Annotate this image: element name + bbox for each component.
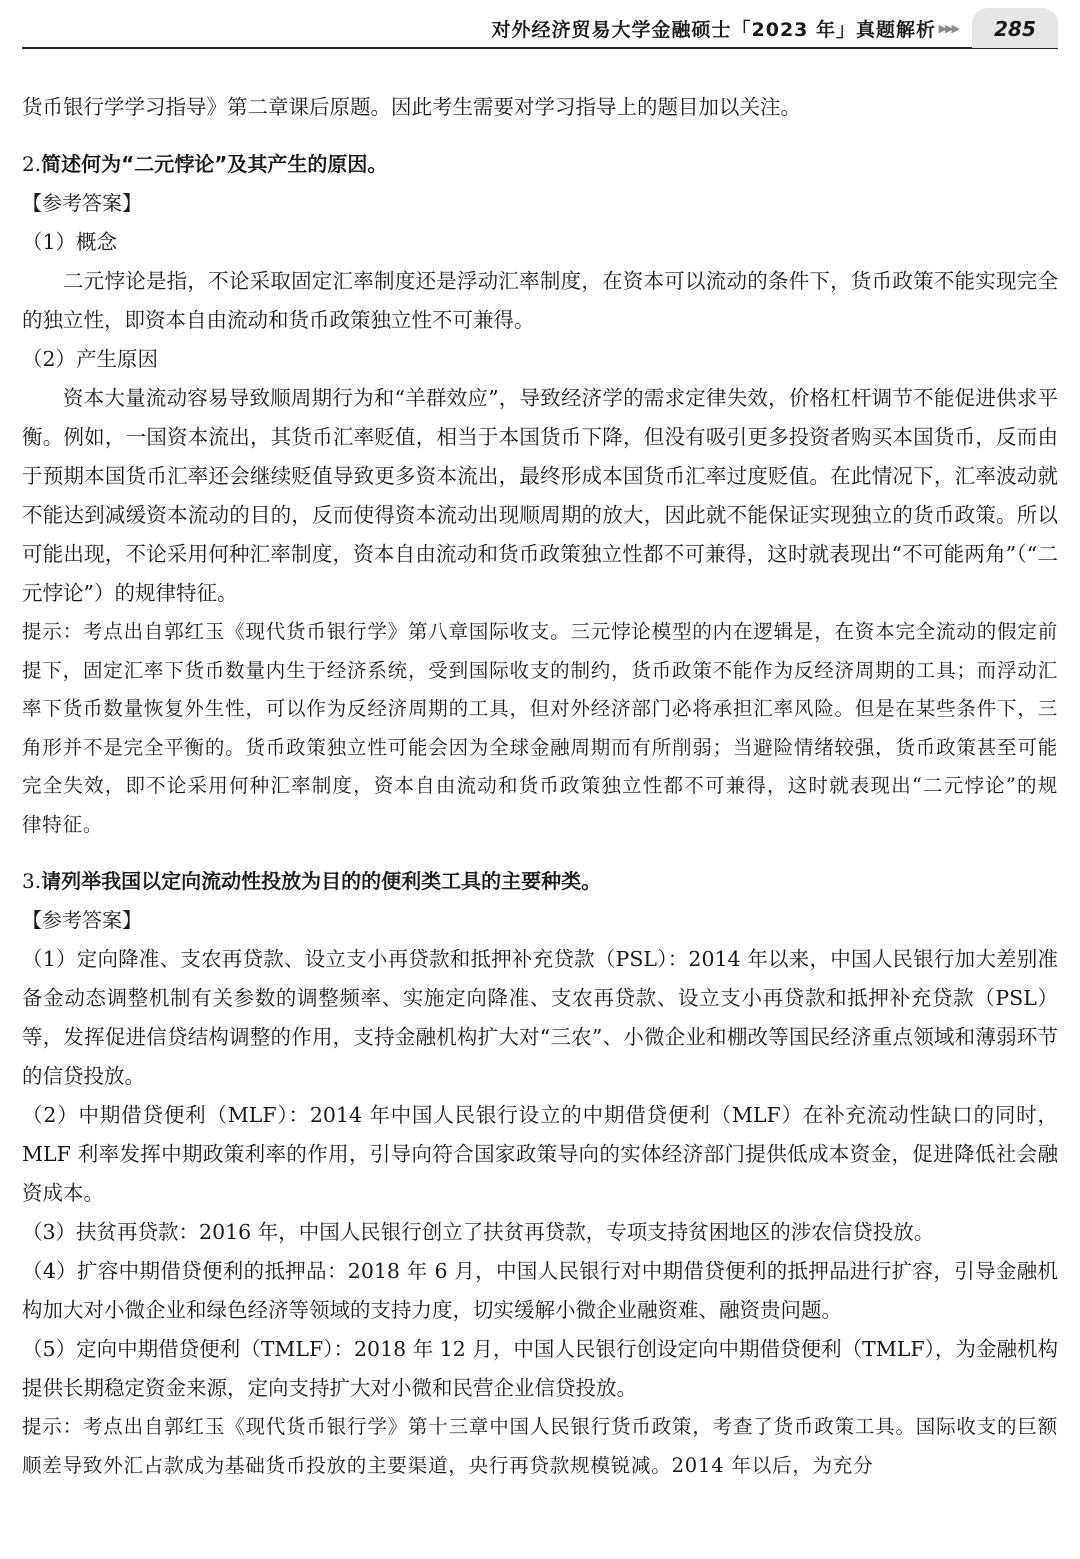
paragraph: 资本大量流动容易导致顺周期行为和“羊群效应”，导致经济学的需求定律失效，价格杠杆调节不能促进供求平衡。例如，一国资本流出，其货币汇率贬值，相当于本国货币下降，但没有吸引更多投资者购买本国货币，反而由于预期本国货币汇率还会继续贬值导致更多资本流出，最终形成本国货币汇率过度贬值。在此情况下，汇率波动就不能达到减缓资本流动的目的，反而使得资本流动出现顺周期的放大，因此就不能保证实现独立的货币政策。所以可能出现，不论采用何种汇率制度，资本自由流动和货币政策独立性都不可兼得，这时就表现出“不可能两角”（“二元悖论”）的规律特征。 bbox=[22, 386, 1058, 605]
list-item: （1）定向降准、支农再贷款、设立支小再贷款和抵押补充贷款（PSL）：2014 年以来，中国人民银行加大差别准备金动态调整机制有关参数的调整频率、实施定向降准、支农再贷款、设立支小再贷款和抵押补充贷款（PSL）等，发挥促进信贷结构调整的作用，支持金融机构扩大对“三农”、小微企业和棚改等国民经济重点领域和薄弱环节的信贷投放。 bbox=[22, 947, 1058, 1088]
page-number: 285 bbox=[972, 8, 1058, 48]
page-content bbox=[22, 88, 1058, 1485]
tip-text: 提示：考点出自郭红玉《现代货币银行学》第八章国际收支。三元悖论模型的内在逻辑是，在资本完全流动的假定前提下，固定汇率下货币数量内生于经济系统，受到国际收支的制约，货币政策不能作为反经济周期的工具；而浮动汇率下货币数量恢复外生性，可以作为反经济周期的工具，但对外经济部门必将承担汇率风险。但是在某些条件下，三角形并不是完全平衡的。货币政策独立性可能会因为全球金融周期而有所削弱；当避险情绪较强，货币政策甚至可能完全失效，即不论采用何种汇率制度，资本自由流动和货币政策独立性都不可兼得，这时就表现出“二元悖论”的规律特征。 bbox=[22, 620, 1058, 836]
question-3-text: 请列举我国以定向流动性投放为目的的便利类工具的主要种类。 bbox=[41, 869, 602, 893]
list-item: （3）扶贫再贷款：2016 年，中国人民银行创立了扶贫再贷款，专项支持贫困地区的涉农信贷投放。 bbox=[22, 1220, 935, 1244]
answer-label: 【参考答案】 bbox=[22, 908, 142, 932]
section-heading: （1）概念 bbox=[22, 230, 118, 254]
list-item: （4）扩容中期借贷便利的抵押品：2018 年 6 月，中国人民银行对中期借贷便利的抵押品进行扩容，引导金融机构加大对小微企业和绿色经济等领域的支持力度，切实缓解小微企业融资难、融资贵问题。 bbox=[22, 1259, 1058, 1322]
page-header bbox=[22, 0, 1058, 49]
question-2-text: 简述何为“二元悖论”及其产生的原因。 bbox=[41, 152, 388, 176]
tip-text: 提示：考点出自郭红玉《现代货币银行学》第十三章中国人民银行货币政策，考查了货币政策工具。国际收支的巨额顺差导致外汇占款成为基础货币投放的主要渠道，央行再贷款规模锐减。2014 年以后，为充分 bbox=[22, 1415, 1058, 1477]
list-item: （2）中期借贷便利（MLF）：2014 年中国人民银行设立的中期借贷便利（MLF）在补充流动性缺口的同时，MLF 利率发挥中期政策利率的作用，引导向符合国家政策导向的实体经济部门提供低成本资金，促进降低社会融资成本。 bbox=[22, 1103, 1058, 1205]
arrow-icon: ▶▶▶ bbox=[938, 22, 958, 35]
list-item: （5）定向中期借贷便利（TMLF）：2018 年 12 月，中国人民银行创设定向中期借贷便利（TMLF），为金融机构提供长期稳定资金来源，定向支持扩大对小微和民营企业信贷投放。 bbox=[22, 1337, 1058, 1400]
question-3-number: 3. bbox=[22, 869, 42, 893]
question-2-number: 2. bbox=[22, 152, 42, 176]
question-2-title bbox=[22, 145, 1058, 184]
paragraph: 二元悖论是指，不论采取固定汇率制度还是浮动汇率制度，在资本可以流动的条件下，货币政策不能实现完全的独立性，即资本自由流动和货币政策独立性不可兼得。 bbox=[22, 269, 1058, 332]
header-title: 对外经济贸易大学金融硕士「2023 年」真题解析 bbox=[491, 19, 936, 41]
continuation-text: 货币银行学学习指导》第二章课后原题。因此考生需要对学习指导上的题目加以关注。 bbox=[22, 95, 801, 119]
answer-label: 【参考答案】 bbox=[22, 191, 142, 215]
question-3-title bbox=[22, 862, 1058, 901]
section-heading: （2）产生原因 bbox=[22, 347, 159, 371]
